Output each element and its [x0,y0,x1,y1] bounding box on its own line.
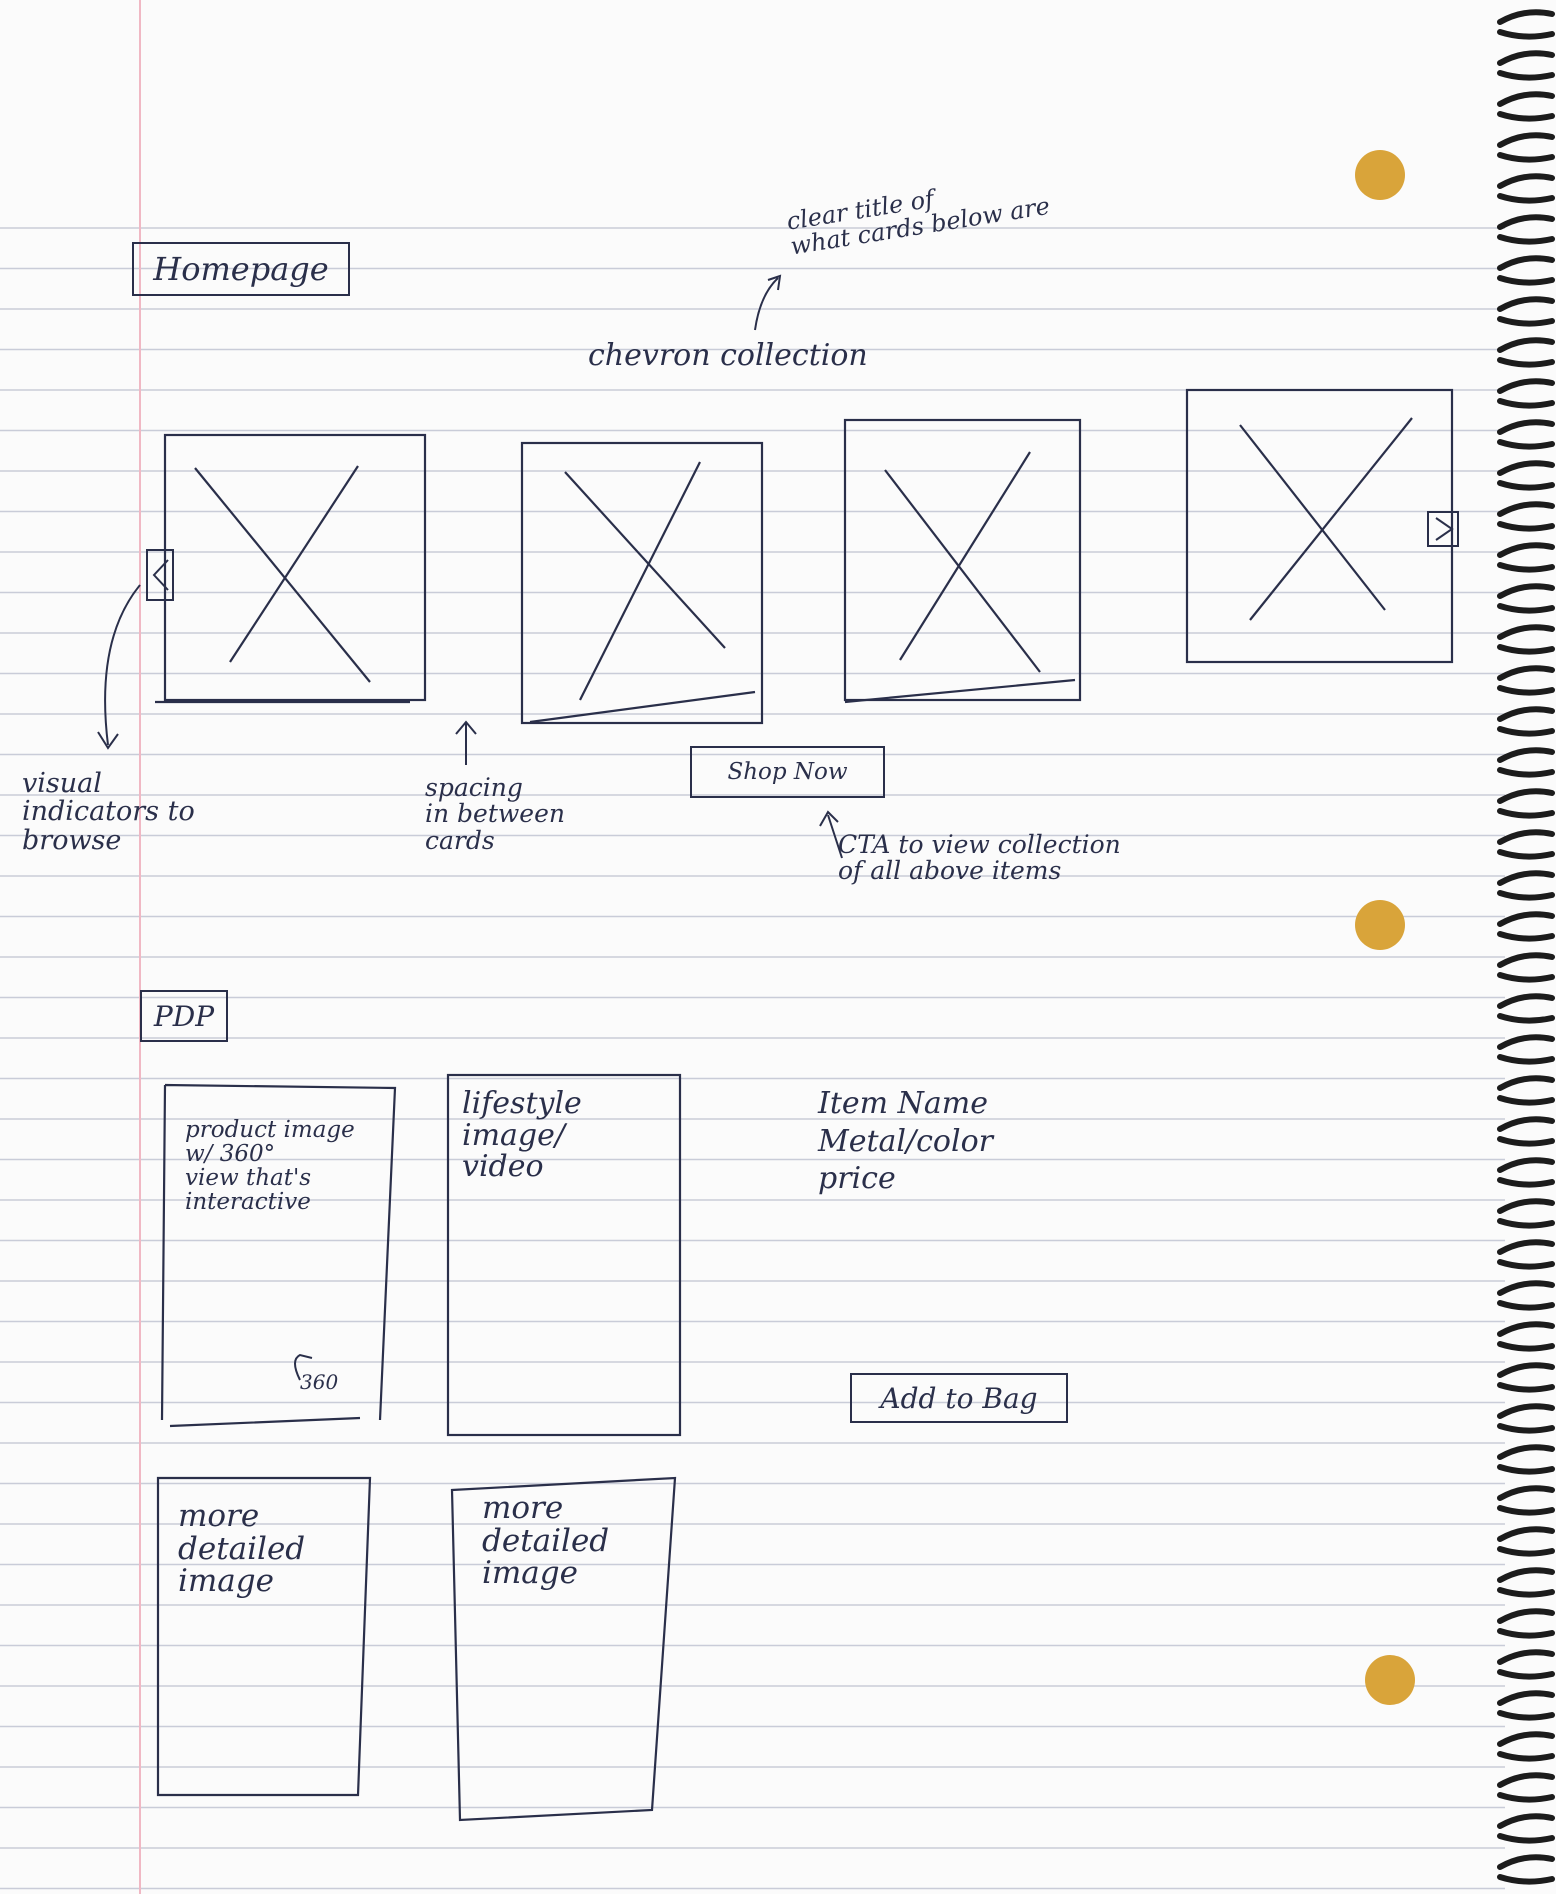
spacing-note: spacing in between cards [425,773,565,855]
binder-hole [1355,150,1405,200]
collection-note: clear title of what cards below are [784,184,1052,261]
pdp-section-label: PDP [140,990,228,1042]
product-image-text: product image w/ 360° view that's interactive [185,1117,355,1216]
detailed-image-text-1: more detailed image [178,1498,306,1600]
add-to-bag-button[interactable]: Add to Bag [850,1373,1068,1423]
cta-note: CTA to view collection of all above items [838,830,1121,886]
lifestyle-image-text: lifestyle image/ video [462,1086,582,1184]
shop-now-button[interactable]: Shop Now [690,746,885,798]
visual-indicators-note: visual indicators to browse [22,768,195,856]
homepage-section-label: Homepage [132,242,350,296]
collection-title: chevron collection [588,338,868,373]
rotate-360-label[interactable]: 360 [300,1370,339,1394]
detailed-image-text-2: more detailed image [482,1490,610,1592]
binder-hole [1355,900,1405,950]
item-info-text: Item Name Metal/color price [818,1086,993,1196]
binder-hole [1365,1655,1415,1705]
